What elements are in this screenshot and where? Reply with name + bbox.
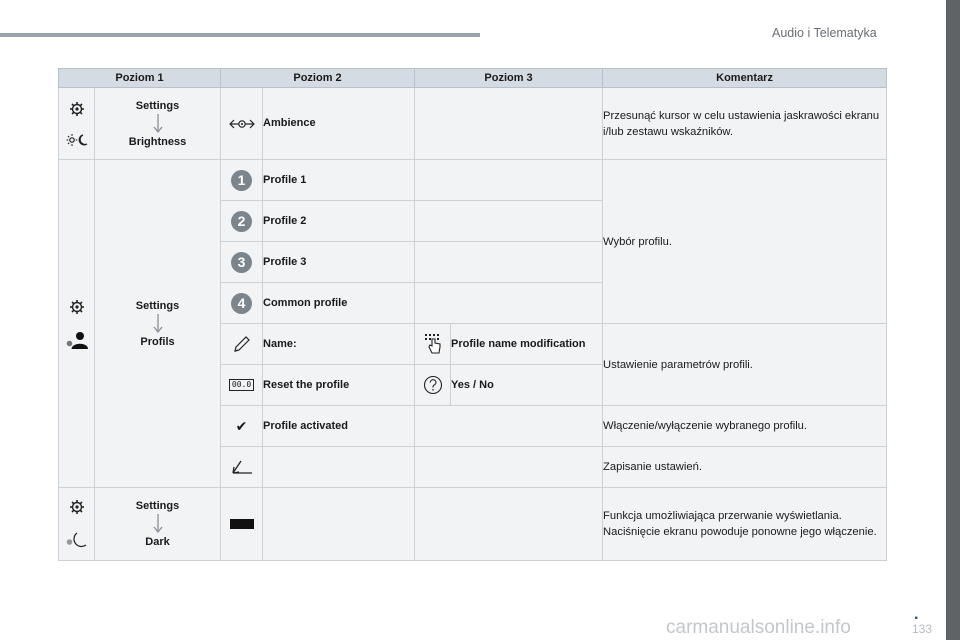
settings-table — [58, 68, 887, 561]
watermark: carmanualsonline.info — [666, 617, 851, 638]
level1-settings-label: Settings — [135, 99, 180, 112]
table-header-row — [59, 69, 887, 88]
gear-icon — [69, 499, 85, 515]
reset-counter-icon: 00.0 — [229, 379, 254, 391]
icon-cell — [221, 283, 263, 324]
empty-cell — [263, 488, 415, 561]
level1-cell — [95, 488, 221, 561]
keyboard-hand-icon — [424, 333, 442, 355]
level2-label: Profile 1 — [263, 160, 415, 201]
level2-label: Profile 2 — [263, 201, 415, 242]
empty-cell — [415, 88, 603, 160]
icon-cell — [221, 488, 263, 561]
check-icon: ✔ — [235, 417, 248, 434]
level3-label: Profile name modification — [451, 324, 603, 365]
back-arrow-icon — [231, 459, 253, 475]
arrow-down-icon — [152, 114, 164, 134]
empty-cell — [415, 283, 603, 324]
level3-label: Yes / No — [451, 365, 603, 406]
level2-label: Ambience — [263, 88, 415, 160]
icon-cell — [221, 406, 263, 447]
icon-cell — [415, 365, 451, 406]
level1-cell — [95, 160, 221, 488]
empty-cell — [415, 242, 603, 283]
ambience-icon — [229, 118, 255, 130]
level1-settings-label: Settings — [135, 500, 180, 512]
level2-label: Profile activated — [263, 406, 415, 447]
page-number: 133 — [912, 622, 933, 636]
level2-label: Common profile — [263, 283, 415, 324]
moon-icon — [66, 531, 88, 549]
icon-cell — [59, 88, 95, 160]
comment-cell: Włączenie/wyłączenie wybranego profilu. — [603, 406, 887, 447]
gear-icon — [69, 299, 85, 315]
page-marker: . — [914, 606, 919, 623]
column-header-level1: Poziom 1 — [59, 69, 221, 88]
profile-icon — [66, 331, 88, 349]
empty-cell — [263, 447, 415, 488]
comment-cell: Wybór profilu. — [603, 160, 887, 324]
icon-cell — [415, 324, 451, 365]
profile-number-badge: 1 — [231, 170, 252, 191]
empty-cell — [415, 406, 603, 447]
icon-cell — [221, 447, 263, 488]
header-bar — [0, 33, 480, 37]
empty-cell — [415, 160, 603, 201]
level2-label: Reset the profile — [263, 365, 415, 406]
icon-cell — [221, 365, 263, 406]
icon-cell — [59, 160, 95, 488]
level1-sub-label: Profils — [140, 335, 175, 348]
profile-number-badge: 2 — [231, 211, 252, 232]
level1-sub-label: Dark — [145, 536, 170, 548]
empty-cell — [415, 447, 603, 488]
level1-sub-label: Brightness — [128, 135, 187, 148]
column-header-comment: Komentarz — [603, 69, 887, 88]
level2-label: Name: — [263, 324, 415, 365]
comment-cell: Zapisanie ustawień. — [603, 447, 887, 488]
level2-label: Profile 3 — [263, 242, 415, 283]
column-header-level3: Poziom 3 — [415, 69, 603, 88]
comment-cell: Funkcja umożliwiająca przerwanie wyświetlania. Naciśnięcie ekranu powoduje ponowne jego włączenie. — [603, 488, 887, 561]
icon-cell — [221, 88, 263, 160]
column-header-level2: Poziom 2 — [221, 69, 415, 88]
comment-cell: Ustawienie parametrów profili. — [603, 324, 887, 406]
empty-cell — [415, 201, 603, 242]
icon-cell — [59, 488, 95, 561]
brightness-icon — [66, 133, 88, 147]
profile-number-badge: 4 — [231, 293, 252, 314]
profile-number-badge: 3 — [231, 252, 252, 273]
icon-cell — [221, 242, 263, 283]
gear-icon — [69, 101, 85, 117]
level1-cell — [95, 88, 221, 160]
icon-cell — [221, 201, 263, 242]
right-sidebar-strip — [946, 0, 960, 640]
table-row — [59, 88, 887, 160]
level1-settings-label: Settings — [135, 299, 180, 312]
arrow-down-icon — [152, 514, 164, 534]
arrow-down-icon — [152, 314, 164, 334]
table-row — [59, 488, 887, 561]
question-icon — [423, 375, 443, 395]
comment-cell: Przesunąć kursor w celu ustawienia jaskrawości ekranu i/lub zestawu wskaźników. — [603, 88, 887, 160]
pencil-icon — [233, 335, 251, 353]
page-section-title: Audio i Telematyka — [772, 26, 877, 40]
screen-off-icon — [230, 518, 254, 530]
table-row — [59, 160, 887, 201]
icon-cell — [221, 324, 263, 365]
icon-cell — [221, 160, 263, 201]
empty-cell — [415, 488, 603, 561]
